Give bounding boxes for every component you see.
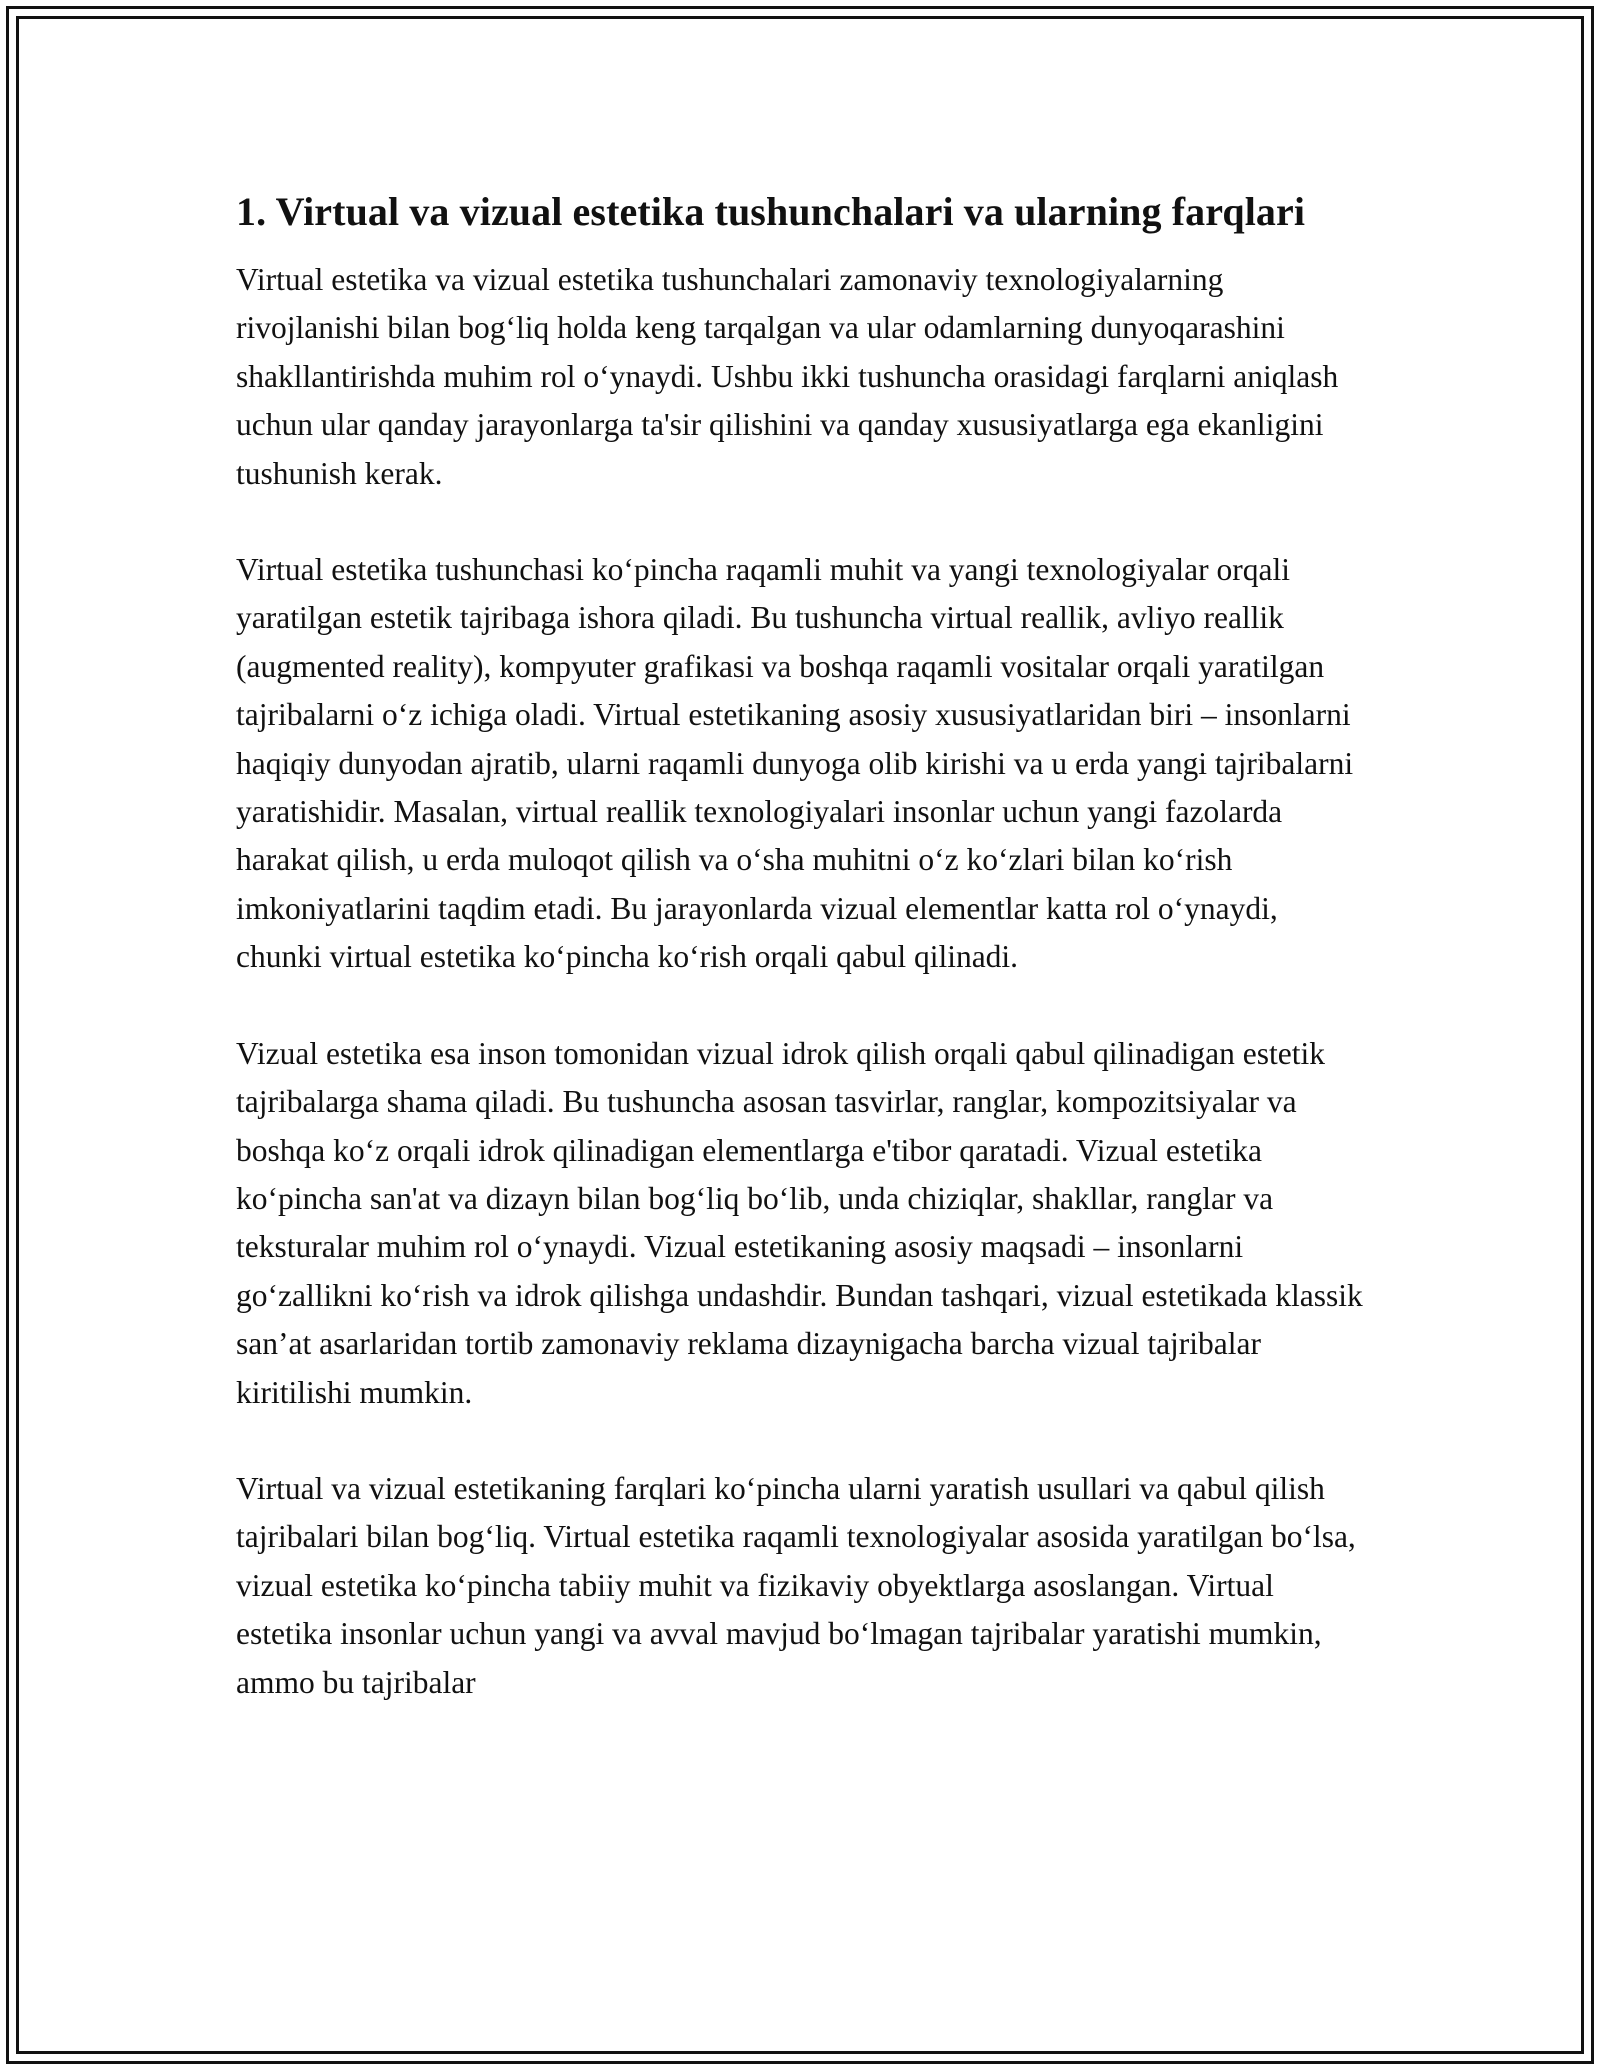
paragraph-virtual-aesthetics: Virtual estetika tushunchasi koʻpincha raqamli muhit va yangi texnologiyalar orqali yaratilgan estetik tajribaga ishora qiladi. Bu tushuncha virtual reallik, avliyo reallik (augmented reality), kompyuter grafikasi va boshqa raqamli vositalar orqali yaratilgan tajribalarni oʻz ichiga oladi. Virtual estetikaning asosiy xususiyatlaridan biri – insonlarni haqiqiy dunyodan ajratib, ularni raqamli dunyoga olib kirishi va u erda yangi tajribalarni yaratishidir. Masalan, virtual reallik texnologiyalari insonlar uchun yangi fazolarda harakat qilish, u erda muloqot qilish va oʻsha muhitni oʻz koʻzlari bilan koʻrish imkoniyatlarini taqdim etadi. Bu jarayonlarda vizual elementlar katta rol oʻynaydi, chunki virtual estetika koʻpincha koʻrish orqali qabul qilinadi.: [236, 552, 1354, 975]
section-heading: 1. Virtual va vizual estetika tushunchalari va ularning farqlari: [236, 189, 1306, 234]
paragraph-differences: Virtual va vizual estetikaning farqlari koʻpincha ularni yaratish usullari va qabul qilish tajribalari bilan bogʻliq. Virtual estetika raqamli texnologiyalar asosida yaratilgan boʻlsa, vizual estetika koʻpincha tabiiy muhit va fizikaviy obyektlarga asoslangan. Virtual estetika insonlar uchun yangi va avval mavjud boʻlmagan tajribalar yaratishi mumkin, ammo bu tajribalar: [236, 1470, 1356, 1700]
document-body: [236, 180, 1366, 1707]
paragraph-visual-aesthetics: Vizual estetika esa inson tomonidan vizual idrok qilish orqali qabul qilinadigan estetik tajribalarga shama qiladi. Bu tushuncha asosan tasvirlar, ranglar, kompozitsiyalar va boshqa koʻz orqali idrok qilinadigan elementlarga e'tibor qaratadi. Vizual estetika koʻpincha san'at va dizayn bilan bogʻliq boʻlib, unda chiziqlar, shakllar, ranglar va teksturalar muhim rol oʻynaydi. Vizual estetikaning asosiy maqsadi – insonlarni goʻzallikni koʻrish va idrok qilishga undashdir. Bundan tashqari, vizual estetikada klassik san’at asarlaridan tortib zamonaviy reklama dizaynigacha barcha vizual tajribalar kiritilishi mumkin.: [236, 1035, 1363, 1410]
paragraph-intro: Virtual estetika va vizual estetika tushunchalari zamonaviy texnologiyalarning rivojlanishi bilan bogʻliq holda keng tarqalgan va ular odamlarning dunyoqarashini shakllantirishda muhim rol oʻynaydi. Ushbu ikki tushuncha orasidagi farqlarni aniqlash uchun ular qanday jarayonlarga ta'sir qilishini va qanday xususiyatlarga ega ekanligini tushunish kerak.: [236, 262, 1339, 491]
